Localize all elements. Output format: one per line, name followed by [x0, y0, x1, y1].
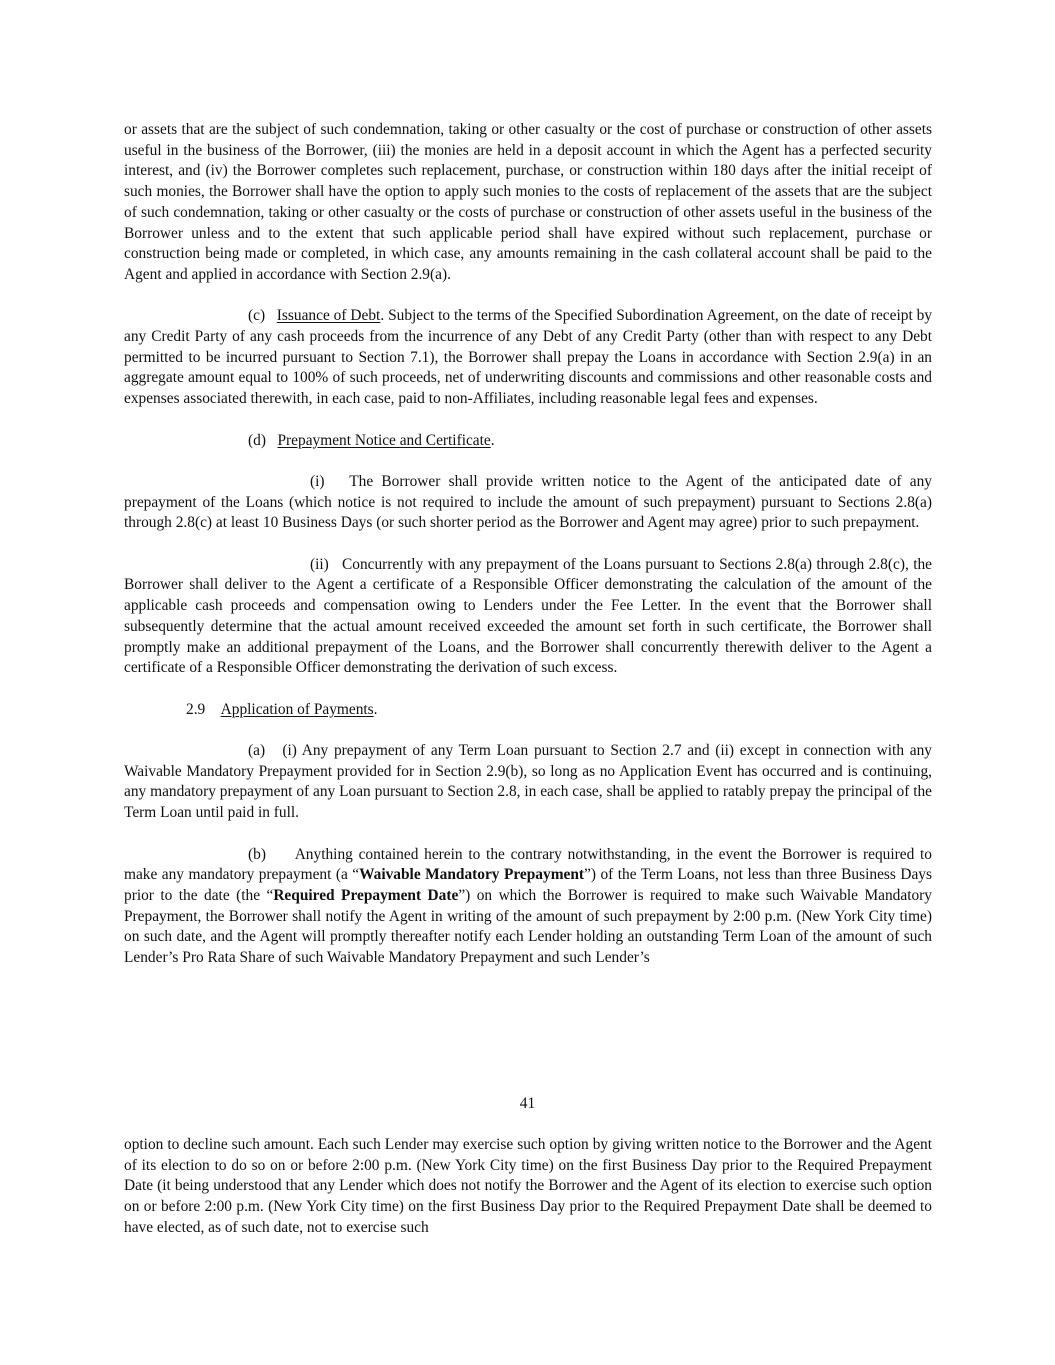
page-number: 41 [519, 1095, 536, 1112]
section-body: . Subject to the terms of the Specified Subordination Agreement, on the date of receipt by any Credit Party of any cash proceeds from the incurrence of any Debt of any Credit Party (other than with respect to any Debt permitted to be incurred pursuant to Section 7.1), the Borrower shall prepay the Loans in accordance with Section 2.9(a) in an aggregate amount equal to 100% of such proceeds, net of underwriting discounts and commissions and other reasonable costs and expenses associated therewith, in each case, paid to non-Affiliates, including reasonable legal fees and expenses. [124, 307, 933, 408]
section-heading: Application of Payments [220, 700, 374, 718]
section-label: (a) [248, 742, 266, 759]
section-label: (b) [248, 845, 266, 863]
section-body: (i) Any prepayment of any Term Loan pursuant to Section 2.7 and (ii) except in connection with any Waivable Mandatory Prepayment provided for in Section 2.9(b), so long as no Application Event has occurred and is continuing, any mandatory prepayment of any Loan pursuant to Section 2.8, in each case, shall be applied to ratably prepay the principal of the Term Loan until paid in full. [124, 742, 932, 822]
next-page-continuation [124, 1135, 932, 1239]
clause-label: (i) [310, 472, 325, 490]
section-heading-2-9: 2.9 Application of Payments. [186, 700, 378, 718]
paragraph-waivable-prepayment-b: (b) Anything contained herein to the contrary notwithstanding, in the event the Borrower is required to make any mandatory prepayment (a “Waivable Mandatory Prepayment”) of the Term Loans, not less than three Business Days prior to the date (the “Required Prepayment Date”) on which the Borrower is required to make such Waivable Mandatory Prepayment, the Borrower shall notify the Agent in writing of the amount of such prepayment by 2:00 p.m. (New York City time) on such date, and the Agent will promptly thereafter notify each Lender holding an outstanding Term Loan of the amount of such Lender’s Pro Rata Share of such Waivable Mandatory Prepayment and such Lender’s [124, 845, 932, 967]
paragraph-issuance-of-debt [124, 306, 932, 410]
document-page [124, 120, 932, 969]
section-heading: Issuance of Debt [276, 307, 381, 325]
paragraph-certificate-ii [124, 555, 932, 679]
section-number: 2.9 [186, 700, 206, 718]
section-label: (c) [248, 307, 266, 325]
paragraph-prepayment-notice-heading: (d) Prepayment Notice and Certificate. [248, 431, 495, 449]
defined-term: Required Prepayment Date [273, 886, 459, 904]
section-label: (d) [248, 431, 266, 449]
clause-body: The Borrower shall provide written notice to the Agent of the anticipated date of any prepayment of the Loans (which notice is not required to include the amount of such prepayment) pursuant to Sections 2.8(a) through 2.8(c) at least 10 Business Days (or such shorter period as the Borrower and Agent may agree) prior to such prepayment. [124, 472, 933, 532]
clause-label: (ii) [310, 555, 329, 573]
paragraph-casualty-proceeds: or assets that are the subject of such condemnation, taking or other casualty or the cost of purchase or construction of other assets useful in the business of the Borrower, (iii) the monies are held in a deposit account in which the Agent has a perfected security interest, and (iv) the Borrower completes such replacement, purchase, or construction within 180 days after the initial receipt of such monies, the Borrower shall have the option to apply such monies to the costs of replacement of the assets that are the subject of such condemnation, taking or other casualty or the costs of purchase or construction of other assets useful in the business of the Borrower unless and to the extent that such applicable period shall have expired without such replacement, purchase or construction being made or completed, in which case, any amounts remaining in the cash collateral account shall be paid to the Agent and applied in accordance with Section 2.9(a). [124, 121, 932, 283]
paragraph-continuation: option to decline such amount. Each such Lender may exercise such option by giving written notice to the Borrower and the Agent of its election to do so on or before 2:00 p.m. (New York City time) on the first Business Day prior to the Required Prepayment Date (it being understood that any Lender which does not notify the Borrower and the Agent of its election to exercise such option on or before 2:00 p.m. (New York City time) on the first Business Day prior to the Required Prepayment Date shall be deemed to have elected, as of such date, not to exercise such [124, 1136, 932, 1236]
section-heading: Prepayment Notice and Certificate [277, 431, 491, 449]
clause-body: Concurrently with any prepayment of the Loans pursuant to Sections 2.8(a) through 2.8(c), the Borrower shall deliver to the Agent a certificate of a Responsible Officer demonstrating the calculation of the amount of the applicable cash proceeds and compensation owing to Lenders under the Fee Letter. In the event that the Borrower shall subsequently determine that the actual amount received exceeded the amount set forth in such certificate, the Borrower shall promptly make an additional prepayment of the Loans, and the Borrower shall concurrently therewith deliver to the Agent a certificate of a Responsible Officer demonstrating the derivation of such excess. [124, 555, 932, 677]
paragraph-notice-i [124, 472, 932, 534]
defined-term: Waivable Mandatory Prepayment [359, 866, 585, 884]
paragraph-application-a [124, 741, 932, 824]
